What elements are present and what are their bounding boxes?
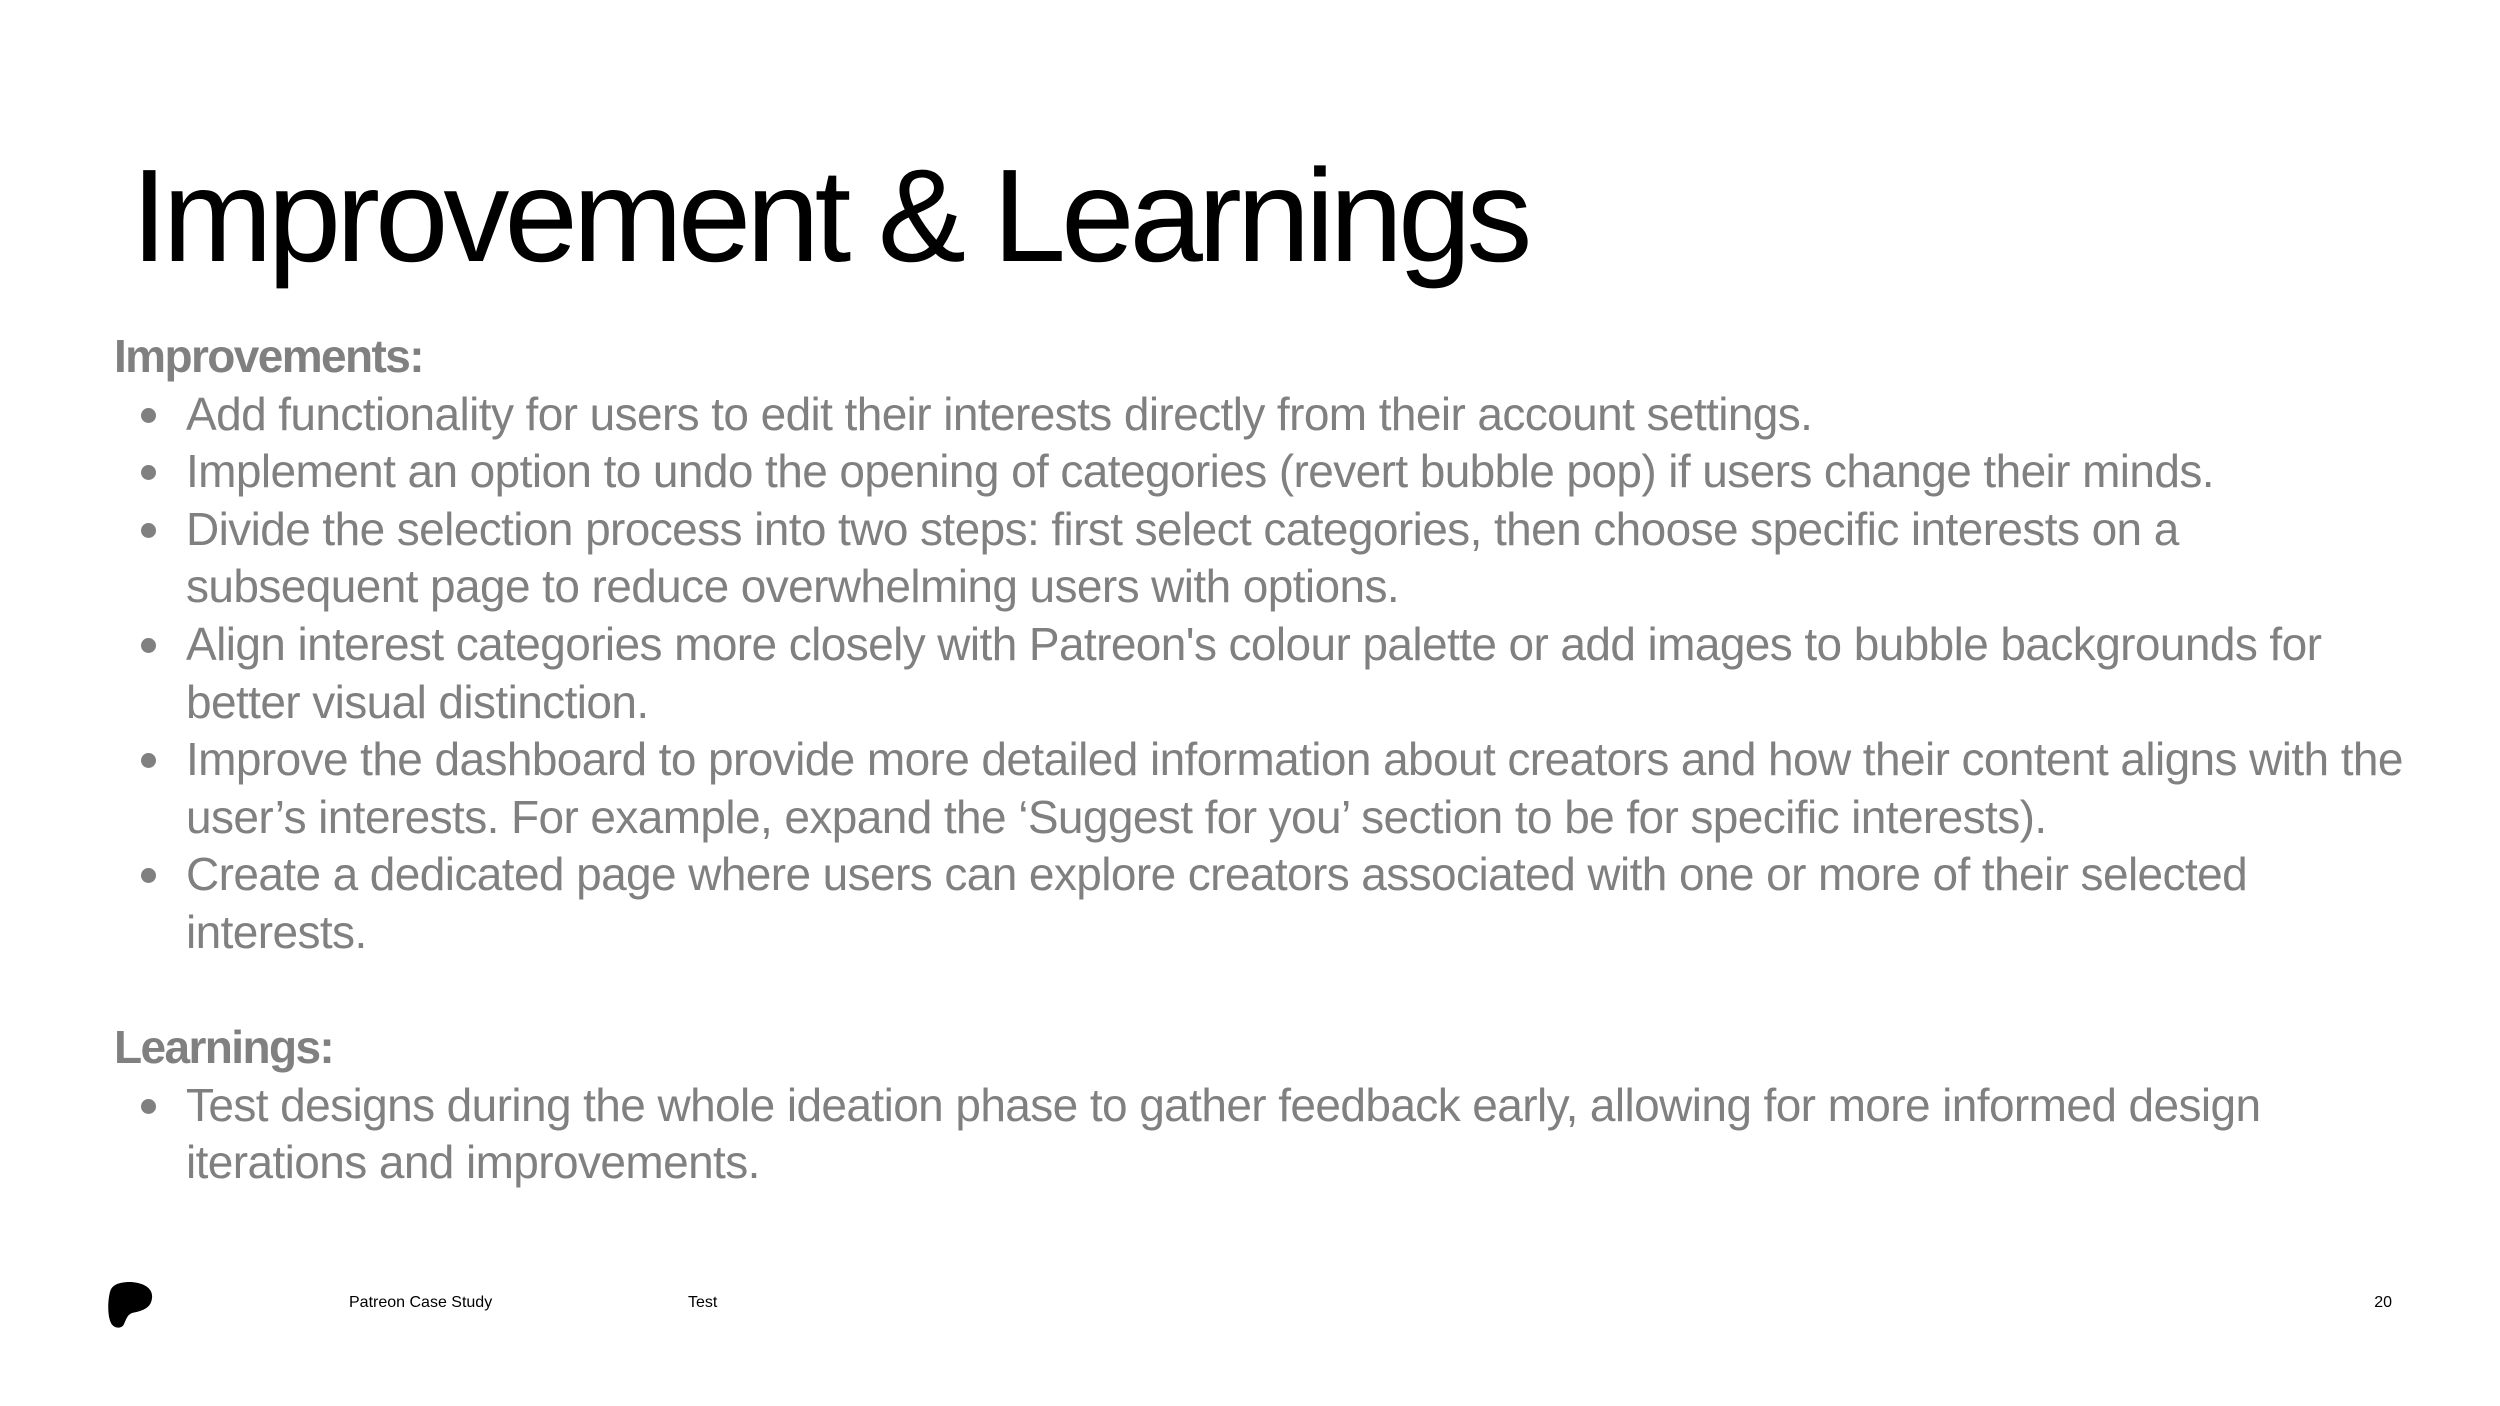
bullet-dot-icon	[141, 408, 156, 423]
improvement-item	[114, 731, 2414, 846]
section-spacer	[114, 962, 2414, 1020]
slide-content	[114, 328, 2414, 1192]
bullet-dot-icon	[141, 465, 156, 480]
improvement-item	[114, 386, 2414, 444]
improvement-text: Improve the dashboard to provide more detailed information about creators and how their content aligns with the user’s interests. For example, expand the ‘Suggest for you’ section to be for specific interests).	[186, 733, 2403, 843]
improvement-item	[114, 846, 2414, 961]
learning-text: Test designs during the whole ideation phase to gather feedback early, allowing for more informed design iterations and improvements.	[186, 1078, 2261, 1189]
improvement-text: Add functionality for users to edit their interests directly from their account settings.	[186, 387, 1813, 440]
bullet-dot-icon	[141, 523, 156, 538]
improvements-heading: Improvements:	[114, 330, 423, 382]
improvement-item	[114, 616, 2414, 731]
page-number: 20	[2374, 1294, 2392, 1311]
improvement-item	[114, 501, 2414, 616]
improvements-list	[114, 386, 2414, 962]
slide-title: Improvement & Learnings	[131, 142, 1528, 289]
bullet-dot-icon	[141, 638, 156, 653]
footer-test-label: Test	[688, 1294, 718, 1311]
bullet-dot-icon	[141, 753, 156, 768]
improvement-text: Implement an option to undo the opening of categories (revert bubble pop) if users change their minds.	[186, 445, 2214, 498]
bullet-dot-icon	[141, 1099, 156, 1114]
footer-case-study-label: Patreon Case Study	[349, 1294, 493, 1311]
improvement-text: Align interest categories more closely with Patreon's colour palette or add images to bubble backgrounds for better visual distinction.	[186, 617, 2322, 728]
learnings-heading: Learnings:	[114, 1021, 334, 1074]
improvement-text: Divide the selection process into two steps: first select categories, then choose specific interests on a subsequent page to reduce overwhelming users with options.	[186, 502, 2179, 613]
learnings-list	[114, 1077, 2414, 1192]
patreon-logo-icon	[108, 1280, 154, 1328]
improvement-item	[114, 443, 2414, 501]
improvement-text: Create a dedicated page where users can explore creators associated with one or more of their selected interests.	[186, 848, 2248, 958]
bullet-dot-icon	[141, 868, 156, 883]
learning-item	[114, 1077, 2414, 1192]
